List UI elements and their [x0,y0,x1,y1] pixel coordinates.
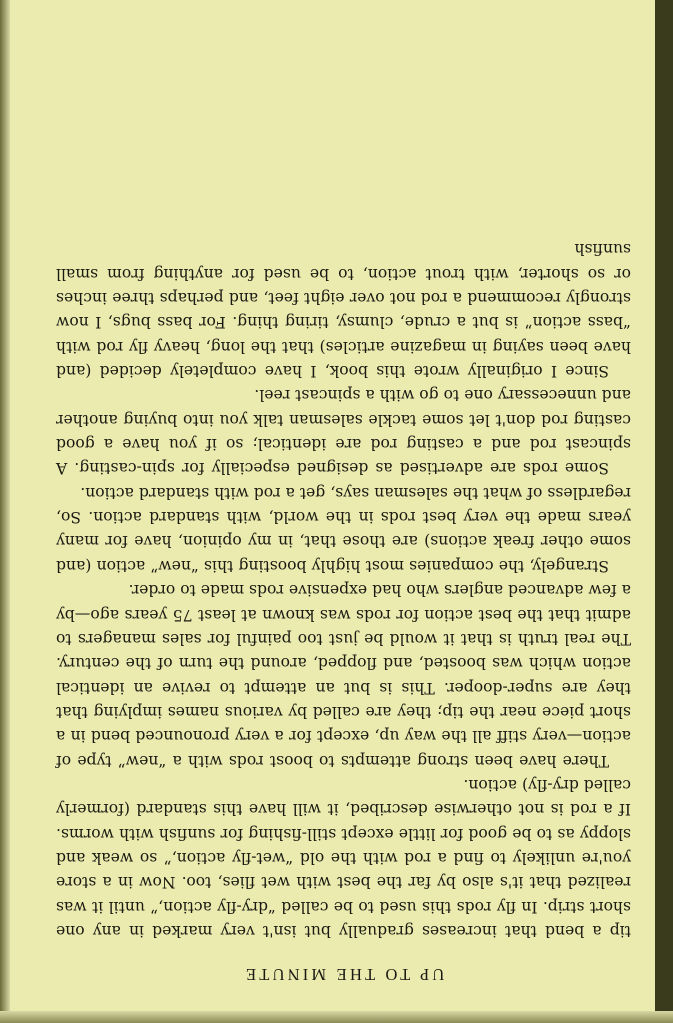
page-bottom-edge [0,1011,673,1023]
paragraph-3: Strangely, the companies most highly boosting this “new” action (and some other freak actions) are those that, in my opinion, have for many years made the very best rods in the world, with standard action. So, regardless of what the salesman says, get a rod with standard action. [56,483,631,575]
page-edge-dark [655,0,673,1023]
text-block [56,237,631,985]
paragraph-2: There have been strong attempts to boost rods with a “new” type of action—very stiff all the way up, except for a very pronounced bend in a short piece near the tip; they are called by various names implying that they are super-dooper. This is but an attempt to revive an identical action which was boosted, and flopped, around the turn of the century. The real truth is that it would be just too painful for sales managers to admit that the best action for rods was known at least 75 years ago—by a few advanced anglers who had expensive rods made to order. [56,581,631,770]
paragraph-1: tip a bend that increases gradually but isn't very marked in any one short strip. In fly rods this used to be called “dry-fly action,” until it was realized that it's also by far the best with wet flies, too. Now in a store you're unlikely to find a rod with the old “wet-fly action,” so weak and sloppy as to be good for little except still-fishing for sunfish with worms. If a rod is not otherwise described, it will have this standard (formerly called dry-fly) action. [56,775,631,940]
running-head: UP TO THE MINUTE [242,965,445,984]
paragraph-4: Some rods are advertised as designed especially for spin-casting. A spincast rod and a casting rod are identical; so if you have a good casting rod don't let some tackle salesman talk you into buying another and unnecessary one to go with a spincast reel. [56,386,631,478]
paragraph-5: Since I originally wrote this book, I have completely decided (and have been saying in magazine articles) that the long, heavy fly rod with “bass action” is but a crude, clumsy, tiring thing. For bass bugs, I now strongly recommend a rod not over eight feet, and perhaps three inches or so shorter, with trout action, to be used for anything from small sunfish [56,240,631,381]
